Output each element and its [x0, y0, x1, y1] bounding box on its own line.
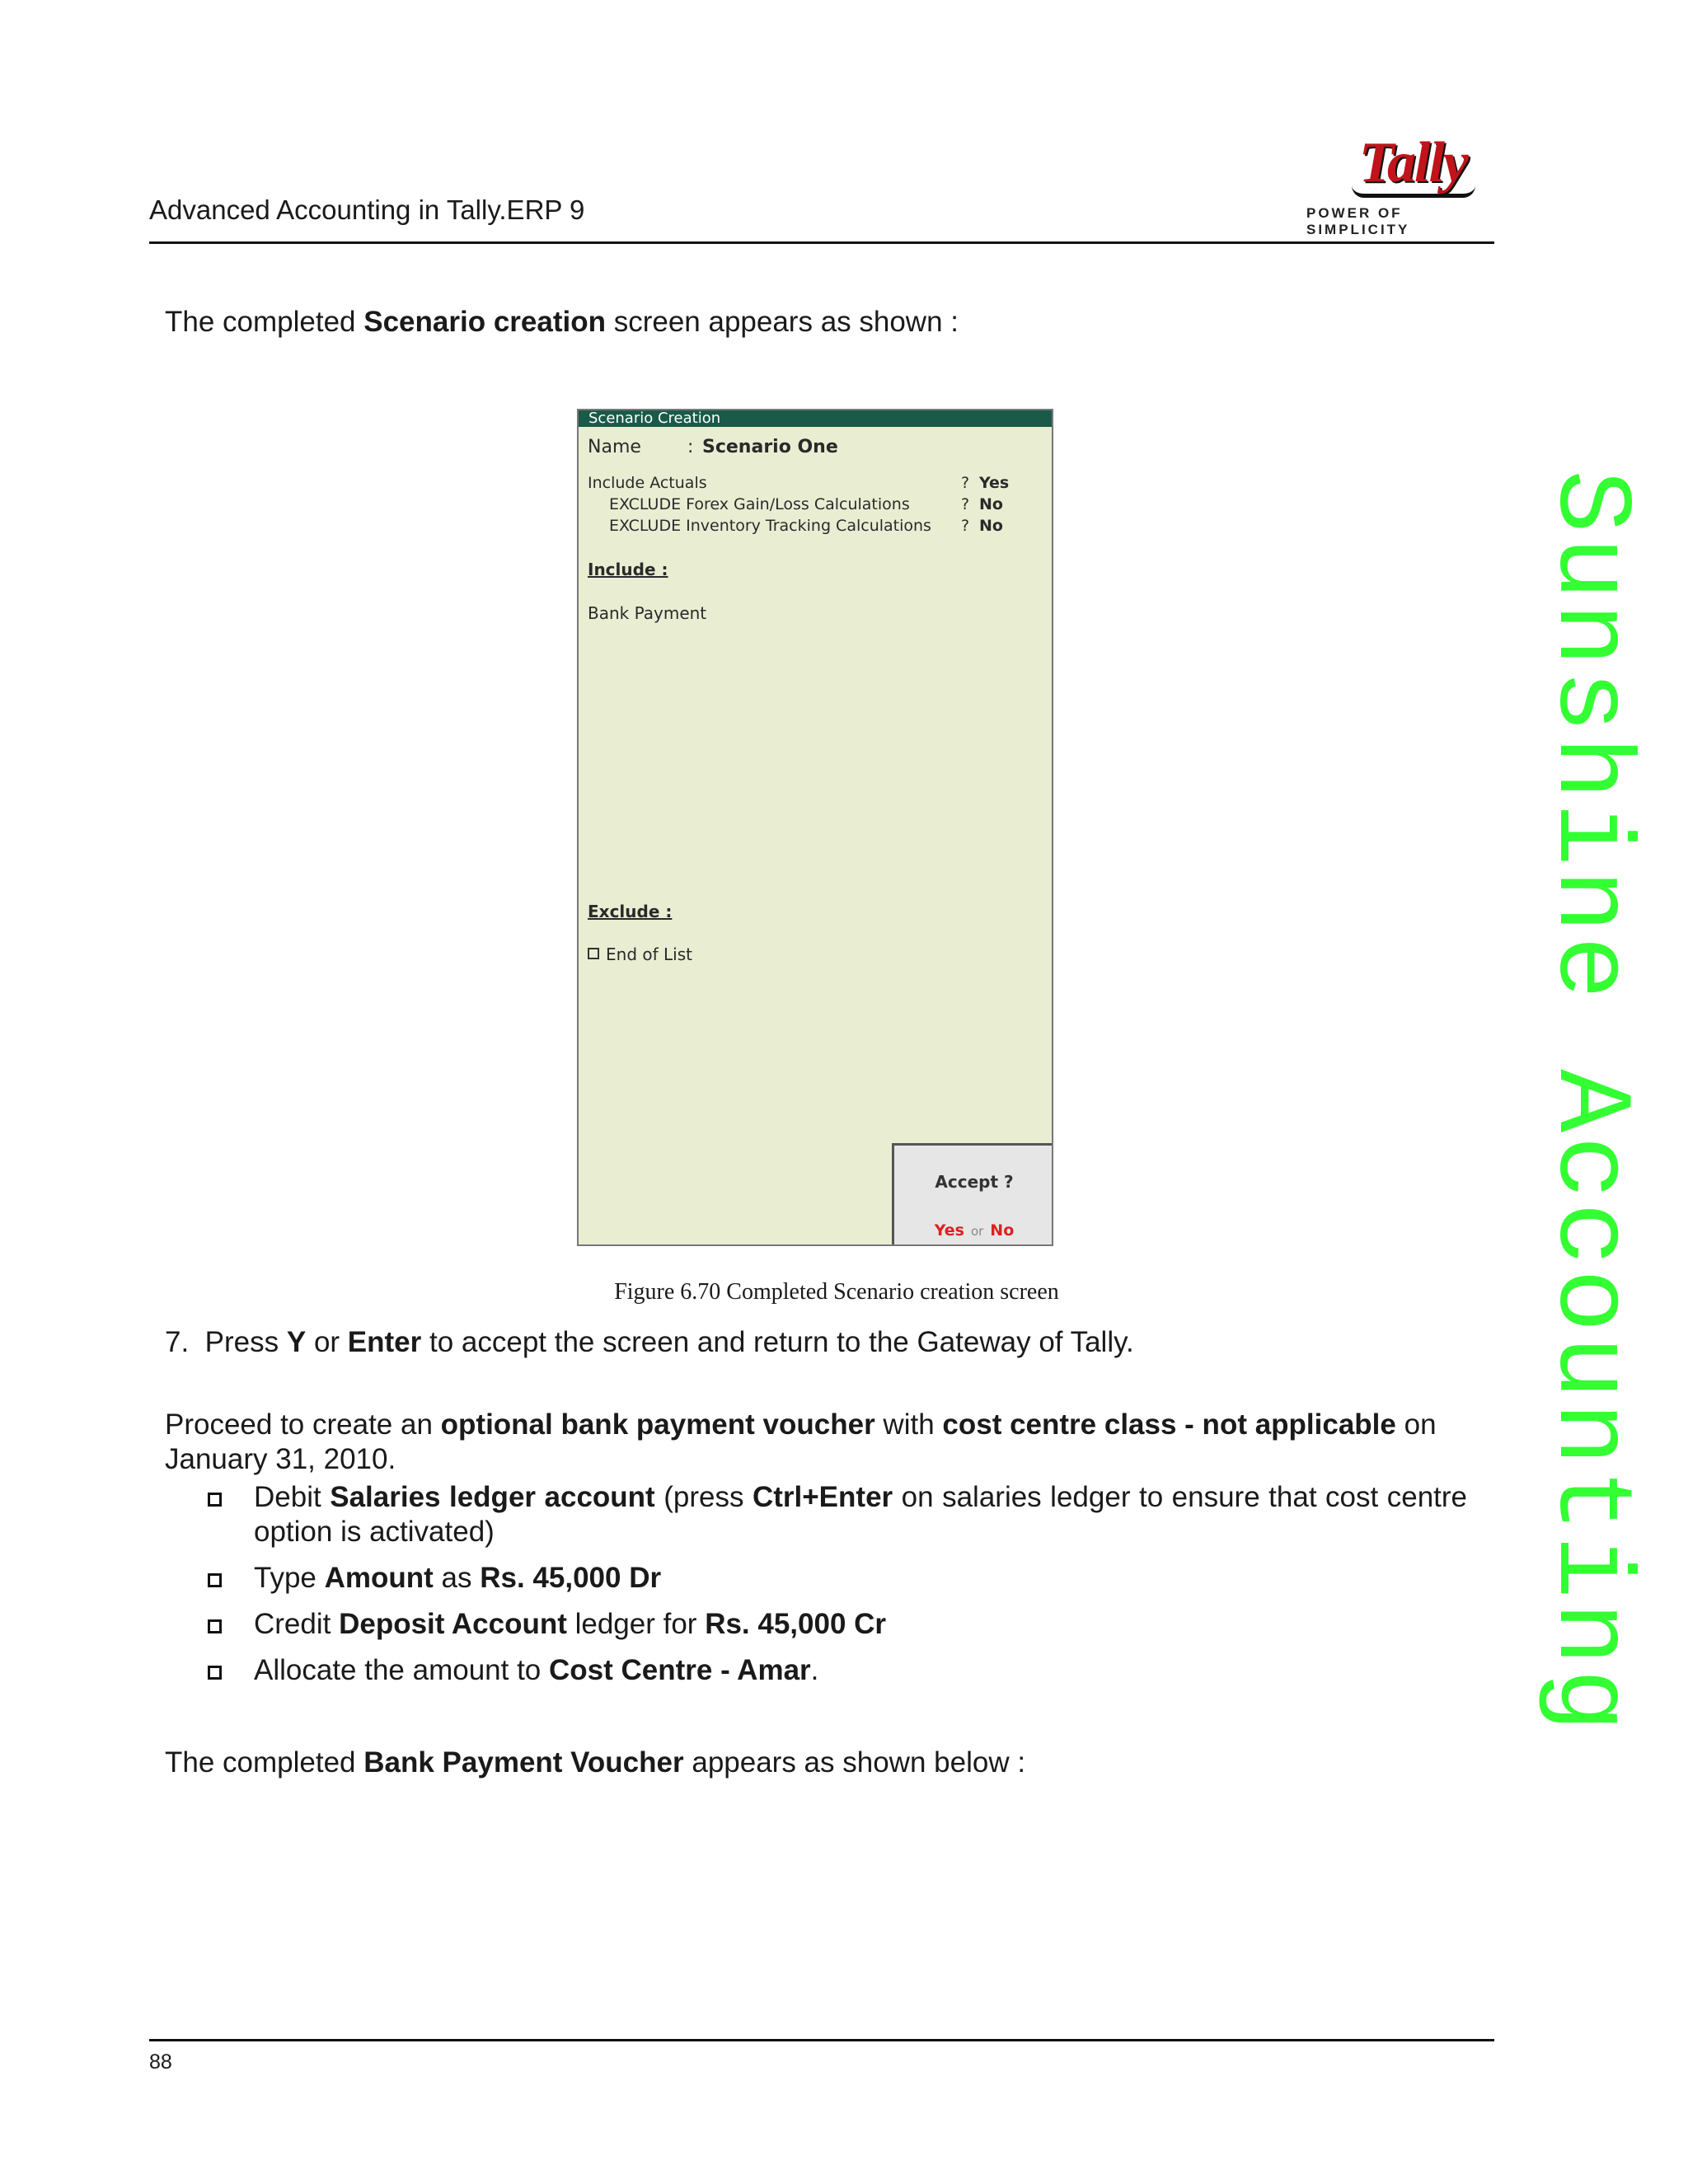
accept-dialog: [892, 1143, 1052, 1244]
step-7: 7. Press Y or Enter to accept the screen and return to the Gateway of Tally.: [165, 1326, 1134, 1358]
list-item: Credit Deposit Account ledger for Rs. 45,000 Cr: [206, 1607, 1467, 1642]
footer-rule: [149, 2039, 1494, 2041]
scenario-creation-screen: [577, 409, 1053, 1246]
running-header-title: Advanced Accounting in Tally.ERP 9: [149, 194, 585, 225]
list-item: Type Amount as Rs. 45,000 Dr: [206, 1561, 1467, 1596]
accept-yes-button[interactable]: Yes: [934, 1221, 964, 1240]
square-bullet-icon: [208, 1619, 222, 1633]
exclude-forex-value[interactable]: No: [979, 495, 1003, 513]
list-item: Allocate the amount to Cost Centre - Amar.: [206, 1653, 1467, 1688]
include-item-bank-payment[interactable]: Bank Payment: [588, 603, 707, 623]
include-actuals-label: Include Actuals: [588, 474, 707, 492]
exclude-inventory-label: EXCLUDE Inventory Tracking Calculations: [609, 517, 931, 535]
page-number: 88: [149, 2050, 172, 2074]
square-bullet-icon: [208, 1573, 222, 1587]
name-separator: :: [687, 437, 694, 457]
figure-caption: Figure 6.70 Completed Scenario creation screen: [614, 1279, 1059, 1305]
exclude-inventory-sep: ?: [961, 517, 970, 535]
square-bullet-icon: [208, 1666, 222, 1680]
logo-tagline: POWER OF SIMPLICITY: [1306, 205, 1410, 237]
tally-logo-word: Tally: [1358, 131, 1467, 194]
name-label: Name: [588, 437, 641, 457]
exclude-inventory-value[interactable]: No: [979, 517, 1003, 535]
header-rule: [149, 241, 1494, 244]
include-actuals-sep: ?: [961, 474, 970, 492]
proceed-paragraph: Proceed to create an optional bank payment voucher with cost centre class - not applicable on January 31, 2010.: [165, 1408, 1437, 1475]
intro-paragraph: The completed Scenario creation screen appears as shown :: [165, 306, 959, 338]
accept-options: [894, 1221, 1054, 1240]
list-item: Debit Salaries ledger account (press Ctrl+Enter on salaries ledger to ensure that cost centre option is activated): [206, 1480, 1467, 1549]
watermark-text: Sunshine Accounting: [1529, 470, 1648, 1736]
instruction-list: [206, 1480, 1467, 1699]
square-bullet-icon: [208, 1493, 222, 1507]
tally-logo: [1306, 131, 1500, 237]
exclude-forex-sep: ?: [961, 495, 970, 513]
exclude-list-item[interactable]: End of List: [588, 944, 692, 964]
include-actuals-value[interactable]: Yes: [979, 474, 1010, 492]
screen-title-bar: Scenario Creation: [579, 410, 1052, 427]
accept-or-text: or: [970, 1224, 984, 1239]
include-heading: Include :: [588, 560, 668, 579]
exclude-forex-label: EXCLUDE Forex Gain/Loss Calculations: [609, 495, 910, 513]
accept-no-button[interactable]: No: [990, 1221, 1015, 1240]
scenario-name-field[interactable]: Scenario One: [702, 437, 838, 457]
end-of-list-icon: [588, 948, 599, 959]
logo-swoosh: [1352, 185, 1475, 198]
accept-question: Accept ?: [935, 1172, 1014, 1192]
outro-paragraph: The completed Bank Payment Voucher appears as shown below :: [165, 1746, 1026, 1779]
exclude-heading: Exclude :: [588, 902, 673, 921]
